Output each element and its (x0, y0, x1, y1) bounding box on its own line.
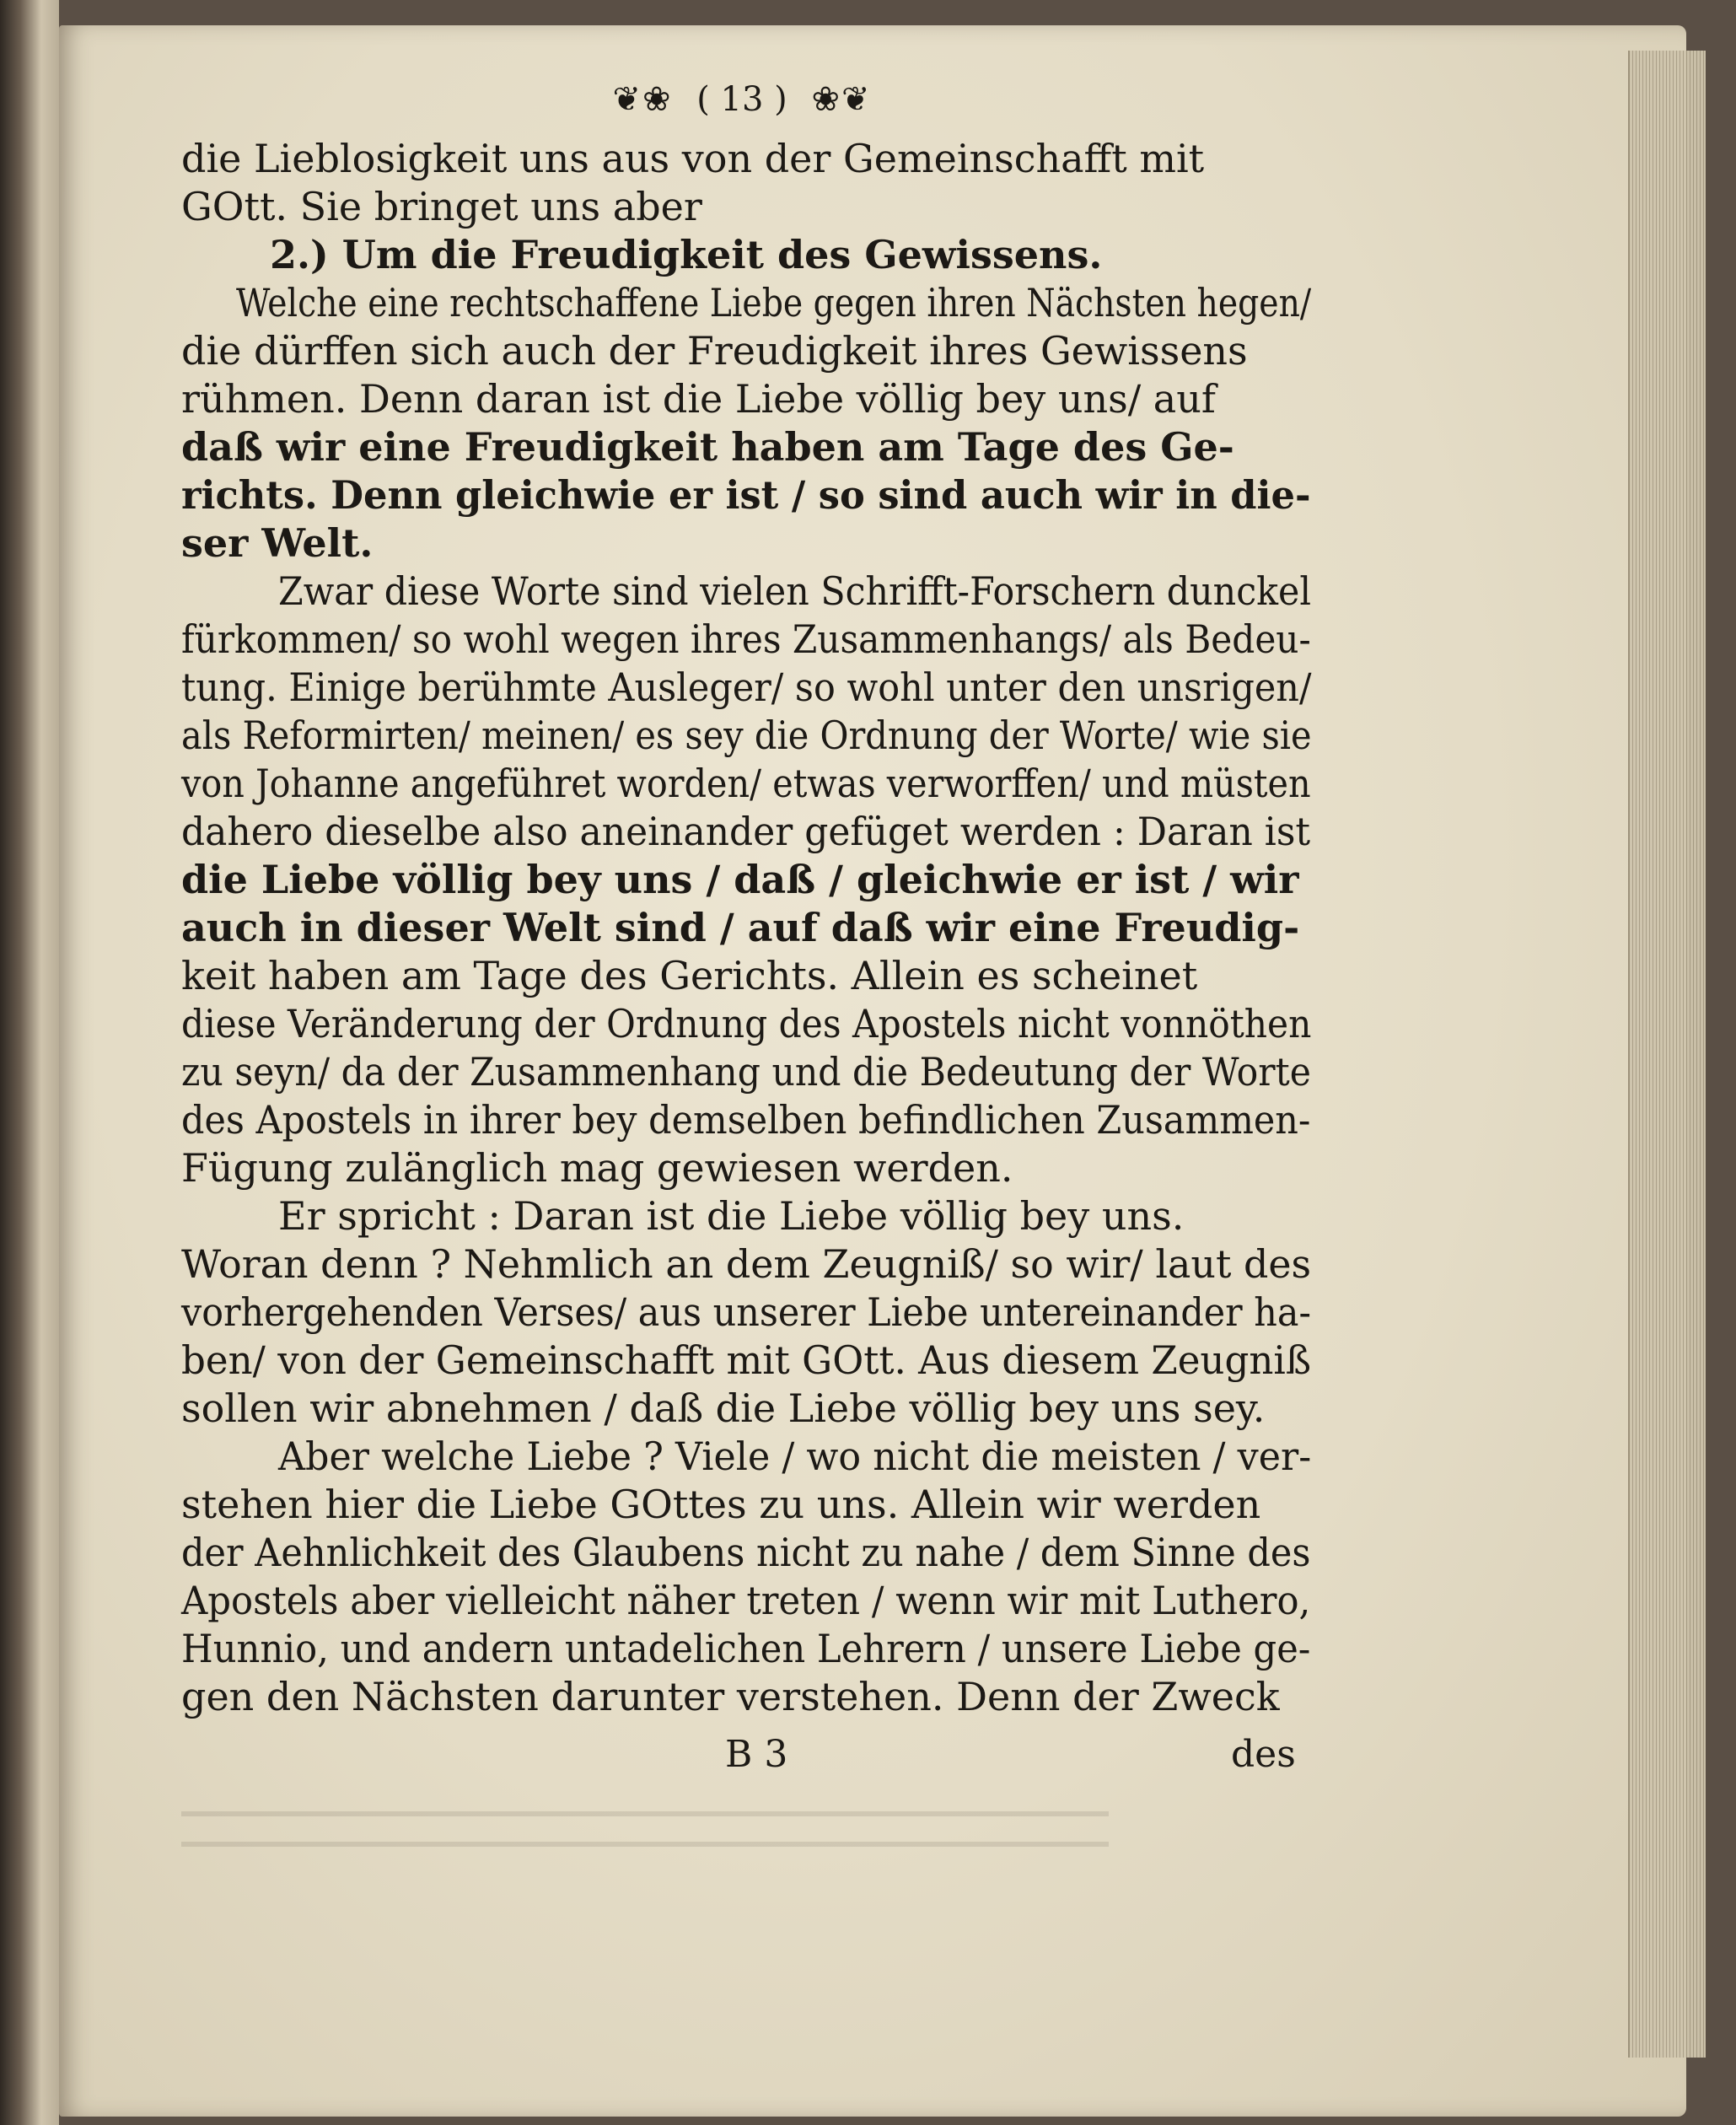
text-line-8: richts. Denn gleichwie er ist / so sind auch wir in die- (181, 472, 1311, 518)
text-line-24: Woran denn ? Nehmlich an dem Zeugniß/ so wir/ laut des (181, 1241, 1312, 1287)
section-heading: 2.) Um die Freudigkeit des Gewissens. (270, 232, 1103, 277)
text-line-17: auch in dieser Welt sind / auf daß wir eine Freudig- (181, 905, 1300, 950)
page-header (607, 80, 877, 131)
text-line-4: Welche eine rechtschaffene Liebe gegen ihren Nächsten hegen/ (236, 280, 1312, 325)
text-line-1: die Lieblosigkeit uns aus von der Gemeinschafft mit (181, 136, 1205, 181)
text-line-7: daß wir eine Freudigkeit haben am Tage des Ge- (181, 424, 1234, 470)
text-line-10: Zwar diese Worte sind vielen Schrifft-Forschern dunckel (278, 568, 1312, 614)
text-line-30: der Aehnlichkeit des Glaubens nicht zu nahe / dem Sinne des (181, 1530, 1311, 1575)
signature-mark: B 3 (725, 1733, 788, 1776)
left-ornament: ❦❀ (612, 80, 673, 119)
text-line-19: diese Veränderung der Ordnung des Apostels nicht vonnöthen (181, 1001, 1312, 1046)
catchword: des (1231, 1733, 1296, 1776)
text-line-23: Er spricht : Daran ist die Liebe völlig bey uns. (278, 1193, 1185, 1239)
right-ornament: ❀❦ (811, 80, 872, 119)
text-line-14: von Johanne angeführet worden/ etwas verworffen/ und müsten (181, 761, 1311, 806)
page-number: ( 13 ) (696, 80, 787, 119)
text-line-21: des Apostels in ihrer bey demselben befindlichen Zusammen- (181, 1097, 1311, 1143)
text-line-13: als Reformirten/ meinen/ es sey die Ordnung der Worte/ wie sie (181, 713, 1312, 758)
text-line-27: sollen wir abnehmen / daß die Liebe völlig bey uns sey. (181, 1385, 1266, 1431)
text-line-5: die dürffen sich auch der Freudigkeit ihres Gewissens (181, 328, 1248, 374)
text-line-20: zu seyn/ da der Zusammenhang und die Bedeutung der Worte (181, 1049, 1311, 1095)
text-line-6: rühmen. Denn daran ist die Liebe völlig bey uns/ auf (181, 376, 1216, 422)
page-stack-edges (1628, 51, 1706, 2058)
text-line-33: gen den Nächsten darunter verstehen. Denn der Zweck (181, 1674, 1280, 1719)
text-line-29: stehen hier die Liebe GOttes zu uns. Allein wir werden (181, 1482, 1261, 1527)
left-page-edge (0, 0, 59, 2125)
text-line-18: keit haben am Tage des Gerichts. Allein es scheinet (181, 953, 1198, 998)
text-line-26: ben/ von der Gemeinschafft mit GOtt. Aus diesem Zeugniß (181, 1337, 1311, 1383)
text-line-25: vorhergehenden Verses/ aus unserer Liebe untereinander ha- (181, 1289, 1311, 1335)
text-line-2: GOtt. Sie bringet uns aber (181, 184, 702, 229)
text-line-16: die Liebe völlig bey uns / daß / gleichwie er ist / wir (181, 857, 1299, 902)
show-through-text (181, 1788, 1109, 1872)
text-line-15: dahero dieselbe also aneinander gefüget werden : Daran ist (181, 809, 1311, 854)
text-line-11: fürkommen/ so wohl wegen ihres Zusammenhangs/ als Bedeu- (181, 616, 1311, 662)
text-line-12: tung. Einige berühmte Ausleger/ so wohl unter den unsrigen/ (181, 664, 1312, 710)
text-line-22: Fügung zulänglich mag gewiesen werden. (181, 1145, 1013, 1191)
text-line-9: ser Welt. (181, 520, 374, 566)
text-line-32: Hunnio, und andern untadelichen Lehrern / unsere Liebe ge- (181, 1626, 1311, 1671)
text-line-31: Apostels aber vielleicht näher treten / wenn wir mit Luthero, (181, 1578, 1311, 1623)
text-line-28: Aber welche Liebe ? Viele / wo nicht die meisten / ver- (278, 1434, 1312, 1479)
